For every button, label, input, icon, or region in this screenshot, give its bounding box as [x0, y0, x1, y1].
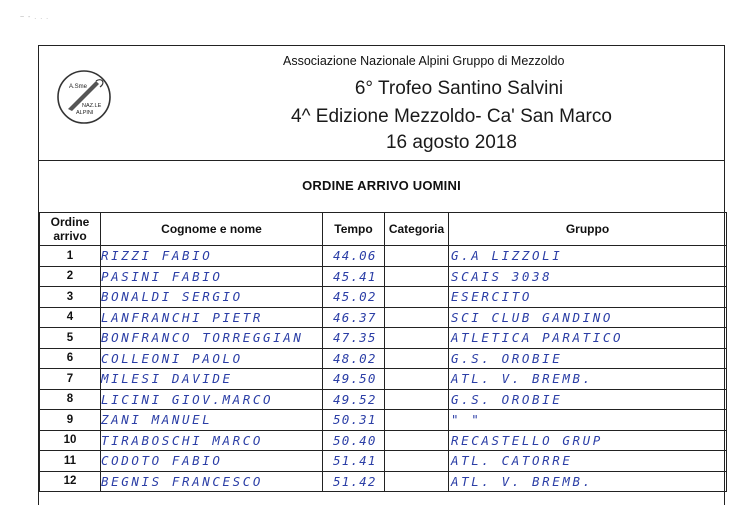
row-category [385, 430, 449, 451]
row-position: 4 [40, 307, 101, 328]
results-sheet [38, 45, 725, 505]
row-position: 7 [40, 369, 101, 390]
table-row [40, 246, 727, 267]
row-category [385, 266, 449, 287]
table-row [40, 266, 727, 287]
row-name: LICINI GIOV.MARCO [101, 389, 323, 410]
row-name: RIZZI FABIO [101, 246, 323, 267]
row-name: PASINI FABIO [101, 266, 323, 287]
row-position: 1 [40, 246, 101, 267]
table-row [40, 410, 727, 431]
row-group: ATL. V. BREMB. [449, 471, 727, 492]
row-name: LANFRANCHI PIETR [101, 307, 323, 328]
row-group: " " [449, 410, 727, 431]
row-category [385, 287, 449, 308]
scan-mark: ~ - . . . [20, 14, 50, 21]
row-position: 6 [40, 348, 101, 369]
ana-logo-icon [56, 69, 112, 125]
col-header-group: Gruppo [449, 213, 727, 246]
row-group: SCAIS 3038 [449, 266, 727, 287]
row-group: SCI CLUB GANDINO [449, 307, 727, 328]
event-date: 16 agosto 2018 [385, 132, 517, 153]
logo-middle-text: NAZ.LE [82, 103, 102, 109]
row-category [385, 410, 449, 431]
row-group: ATLETICA PARATICO [449, 328, 727, 349]
row-time: 44.06 [323, 246, 385, 267]
row-category [385, 246, 449, 267]
table-row [40, 328, 727, 349]
row-category [385, 328, 449, 349]
col-header-name: Cognome e nome [101, 213, 323, 246]
row-position: 8 [40, 389, 101, 410]
row-time: 45.41 [323, 266, 385, 287]
row-time: 47.35 [323, 328, 385, 349]
section-title: ORDINE ARRIVO UOMINI [39, 160, 724, 213]
row-group: RECASTELLO GRUP [449, 430, 727, 451]
row-position: 12 [40, 471, 101, 492]
row-name: BONALDI SERGIO [101, 287, 323, 308]
logo-top-text: A.Sme [69, 84, 88, 90]
table-row [40, 348, 727, 369]
row-name: MILESI DAVIDE [101, 369, 323, 390]
row-time: 51.42 [323, 471, 385, 492]
row-time: 49.52 [323, 389, 385, 410]
row-group: G.S. OROBIE [449, 389, 727, 410]
row-category [385, 451, 449, 472]
document-header [39, 46, 724, 161]
row-time: 49.50 [323, 369, 385, 390]
row-position: 11 [40, 451, 101, 472]
row-group: ESERCITO [449, 287, 727, 308]
row-time: 46.37 [323, 307, 385, 328]
results-table [39, 212, 727, 492]
edition-title: 4^ Edizione Mezzoldo- Ca' San Marco [291, 106, 612, 127]
row-group: G.A LIZZOLI [449, 246, 727, 267]
row-name: BONFRANCO TORREGGIAN [101, 328, 323, 349]
trophy-title: 6° Trofeo Santino Salvini [354, 78, 564, 99]
row-time: 50.40 [323, 430, 385, 451]
row-time: 51.41 [323, 451, 385, 472]
row-name: BEGNIS FRANCESCO [101, 471, 323, 492]
row-group: ATL. V. BREMB. [449, 369, 727, 390]
col-header-category: Categoria [385, 213, 449, 246]
col-header-time: Tempo [323, 213, 385, 246]
row-category [385, 471, 449, 492]
results-body [40, 246, 727, 492]
table-row [40, 451, 727, 472]
row-category [385, 307, 449, 328]
row-position: 9 [40, 410, 101, 431]
row-position: 5 [40, 328, 101, 349]
row-time: 50.31 [323, 410, 385, 431]
row-position: 10 [40, 430, 101, 451]
row-category [385, 369, 449, 390]
row-group: G.S. OROBIE [449, 348, 727, 369]
row-name: COLLEONI PAOLO [101, 348, 323, 369]
row-time: 48.02 [323, 348, 385, 369]
row-name: ZANI MANUEL [101, 410, 323, 431]
table-row [40, 287, 727, 308]
row-name: CODOTO FABIO [101, 451, 323, 472]
logo-bottom-text: ALPINI [76, 110, 94, 116]
col-header-position: Ordine arrivo [40, 213, 101, 246]
association-name: Associazione Nazionale Alpini Gruppo di Mezzoldo [283, 54, 565, 68]
row-position: 2 [40, 266, 101, 287]
table-row [40, 471, 727, 492]
table-header-row [40, 213, 727, 246]
table-row [40, 307, 727, 328]
row-category [385, 348, 449, 369]
row-name: TIRABOSCHI MARCO [101, 430, 323, 451]
table-row [40, 430, 727, 451]
row-category [385, 389, 449, 410]
table-row [40, 369, 727, 390]
row-group: ATL. CATORRE [449, 451, 727, 472]
table-row [40, 389, 727, 410]
row-time: 45.02 [323, 287, 385, 308]
row-position: 3 [40, 287, 101, 308]
